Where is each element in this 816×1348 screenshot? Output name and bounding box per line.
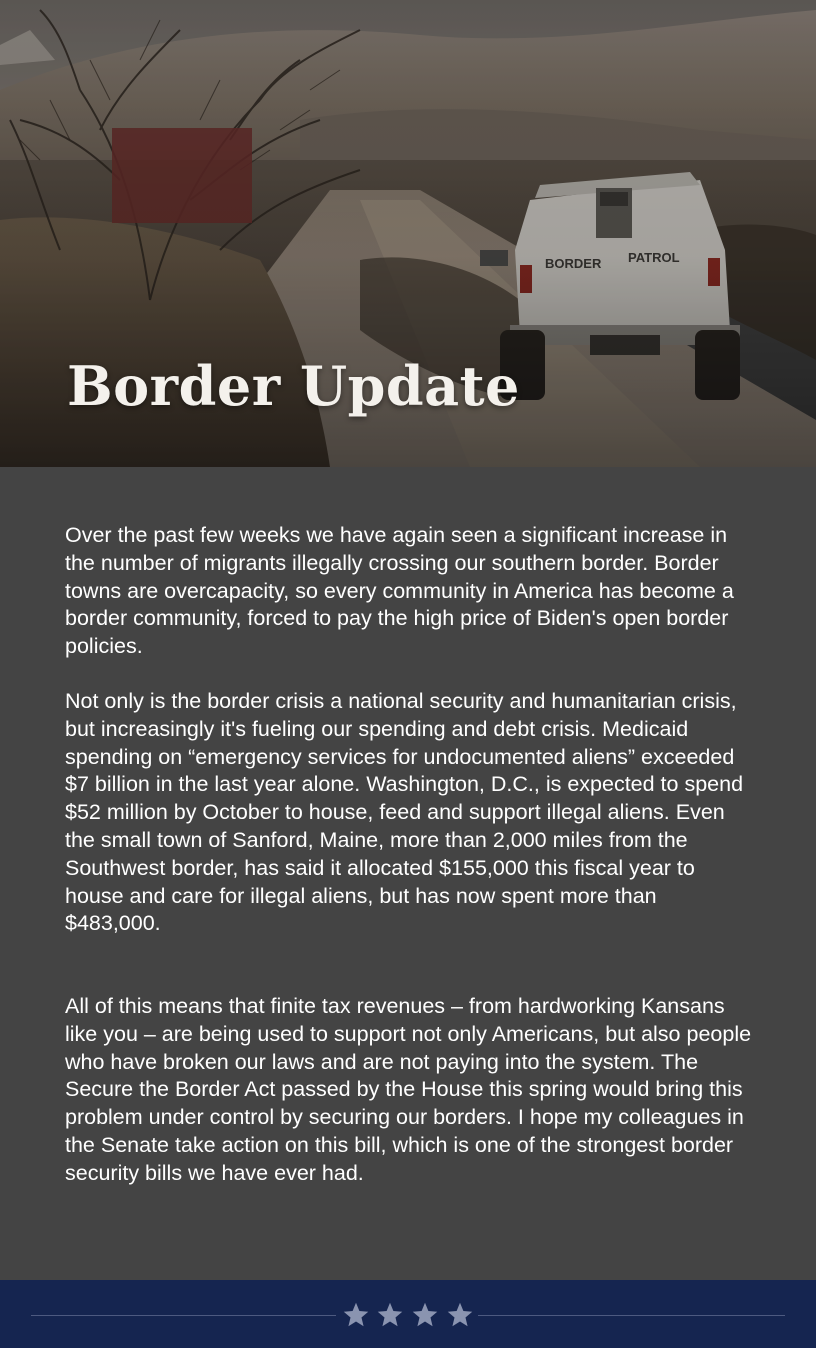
stars-ornament: [338, 1295, 478, 1335]
star-icon: [376, 1301, 404, 1329]
article-paragraph: Over the past few weeks we have again seen a significant increase in the number of migrants illegally crossing our southern border. Border towns are overcapacity, so every community in America has become a border community, forced to pay the high price of Biden's open border policies.: [65, 523, 734, 659]
divider-line-right: [478, 1315, 785, 1316]
article-paragraph: Not only is the border crisis a national security and humanitarian crisis, but increasingly it's fueling our spending and debt crisis. Medicaid spending on “emergency services for undocumented aliens” exceeded $7 billion in the last year alone. Washington, D.C., is expected to spend $52 million by October to house, feed and support illegal aliens. Even the small town of Sanford, Maine, more than 2,000 miles from the Southwest border, has said it allocated $155,000 this fiscal year to house and care for illegal aliens, but has now spent more than $483,000.: [65, 689, 744, 936]
star-icon: [411, 1301, 439, 1329]
article-paragraph: All of this means that finite tax revenues – from hardworking Kansans like you – are being used to support not only Americans, but also people who have broken our laws and are not paying into the system. The Secure the Border Act passed by the House this spring would bring this problem under control by securing our borders. I hope my colleagues in the Senate take action on this bill, which is one of the strongest border security bills we have ever had.: [65, 994, 752, 1185]
star-icon: [446, 1301, 474, 1329]
divider-line-left: [31, 1315, 336, 1316]
article-body: [0, 467, 816, 1280]
star-icon: [342, 1301, 370, 1329]
hero-banner: [0, 0, 816, 467]
page-title: Border Update: [67, 354, 520, 418]
footer-divider-band: [0, 1280, 816, 1348]
